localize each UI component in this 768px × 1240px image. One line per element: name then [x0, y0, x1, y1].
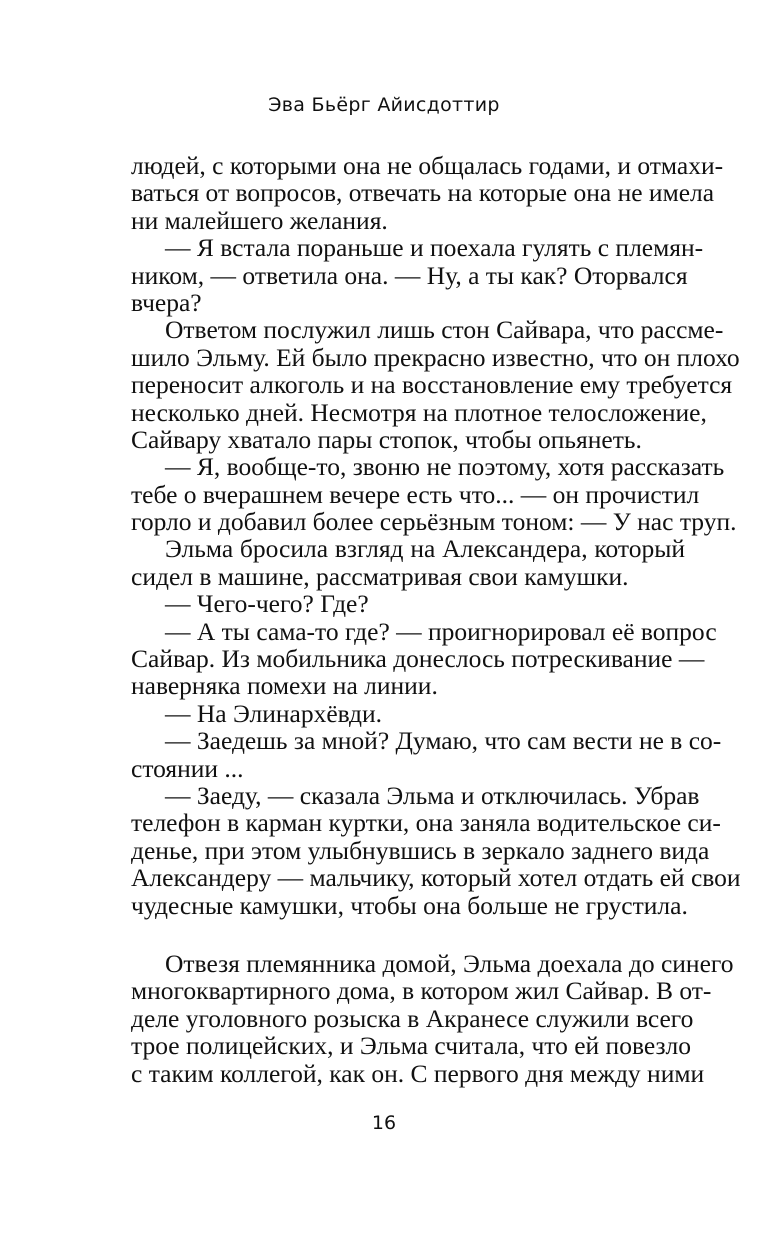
text-line: — Я встала пораньше и поехала гулять с племян-	[165, 233, 704, 263]
text-line: денье, при этом улыбнувшись в зеркало заднего вида	[131, 835, 710, 865]
text-line: шило Эльму. Ей было прекрасно известно, что он плохо	[131, 342, 740, 372]
text-line: — Заеду, — сказала Эльма и отключилась. Убрав	[165, 780, 700, 810]
text-line: Александеру — мальчику, который хотел отдать ей свои	[131, 863, 741, 893]
text-line: трое полицейских, и Эльма считала, что ей повезло	[131, 1031, 692, 1061]
text-line: с таким коллегой, как он. С первого дня между ними	[131, 1058, 705, 1088]
page-number: 16	[371, 1112, 397, 1134]
text-line: — А ты сама-то где? — проигнорировал её вопрос	[165, 616, 717, 646]
text-line: чудесные камушки, чтобы она больше не грустила.	[131, 890, 688, 920]
text-line: людей, с которыми она не общалась годами, и отмахи-	[131, 151, 724, 180]
text-line: Отвезя племянника домой, Эльма доехала до синего	[165, 949, 734, 978]
text-line: — Заедешь за мной? Думаю, что сам вести не в со-	[165, 726, 722, 756]
text-line: — На Элинархёвди.	[165, 698, 383, 728]
text-line: Сайвар. Из мобильника донеслось потрескивание —	[131, 644, 705, 674]
text-line: стоянии ...	[131, 753, 244, 783]
running-head: Эва Бьёрг Айисдоттир	[268, 94, 500, 116]
text-line: горло и добавил более серьёзным тоном: — У нас труп.	[131, 507, 737, 537]
text-line: несколько дней. Несмотря на плотное телосложение,	[131, 397, 707, 427]
text-line: ваться от вопросов, отвечать на которые она не имела	[131, 178, 715, 208]
text-block-section-1	[131, 151, 741, 920]
text-line: ником, — ответила она. — Ну, а ты как? Оторвался	[131, 260, 688, 290]
text-block-section-2	[131, 949, 734, 1088]
text-line: многоквартирного дома, в котором жил Сайвар. В от-	[131, 976, 712, 1006]
text-line: деле уголовного розыска в Акранесе служили всего	[131, 1003, 694, 1033]
text-line: вчера?	[131, 287, 202, 317]
text-line: переносит алкоголь и на восстановление ему требуется	[131, 370, 733, 400]
text-line: Ответом послужил лишь стон Сайвара, что рассме-	[165, 315, 724, 345]
text-line: сидел в машине, рассматривая свои камушки.	[131, 561, 629, 591]
text-line: — Я, вообще-то, звоню не поэтому, хотя рассказать	[165, 452, 725, 482]
text-line: ни малейшего желания.	[131, 205, 388, 235]
text-line: — Чего-чего? Где?	[165, 589, 369, 619]
text-line: наверняка помехи на линии.	[131, 671, 438, 701]
text-line: телефон в карман куртки, она заняла водительское си-	[131, 808, 721, 838]
text-line: тебе о вчерашнем вечере есть что... — он прочистил	[131, 479, 700, 509]
text-line: Сайвару хватало пары стопок, чтобы опьянеть.	[131, 424, 642, 454]
text-line: Эльма бросила взгляд на Александера, который	[165, 534, 685, 564]
